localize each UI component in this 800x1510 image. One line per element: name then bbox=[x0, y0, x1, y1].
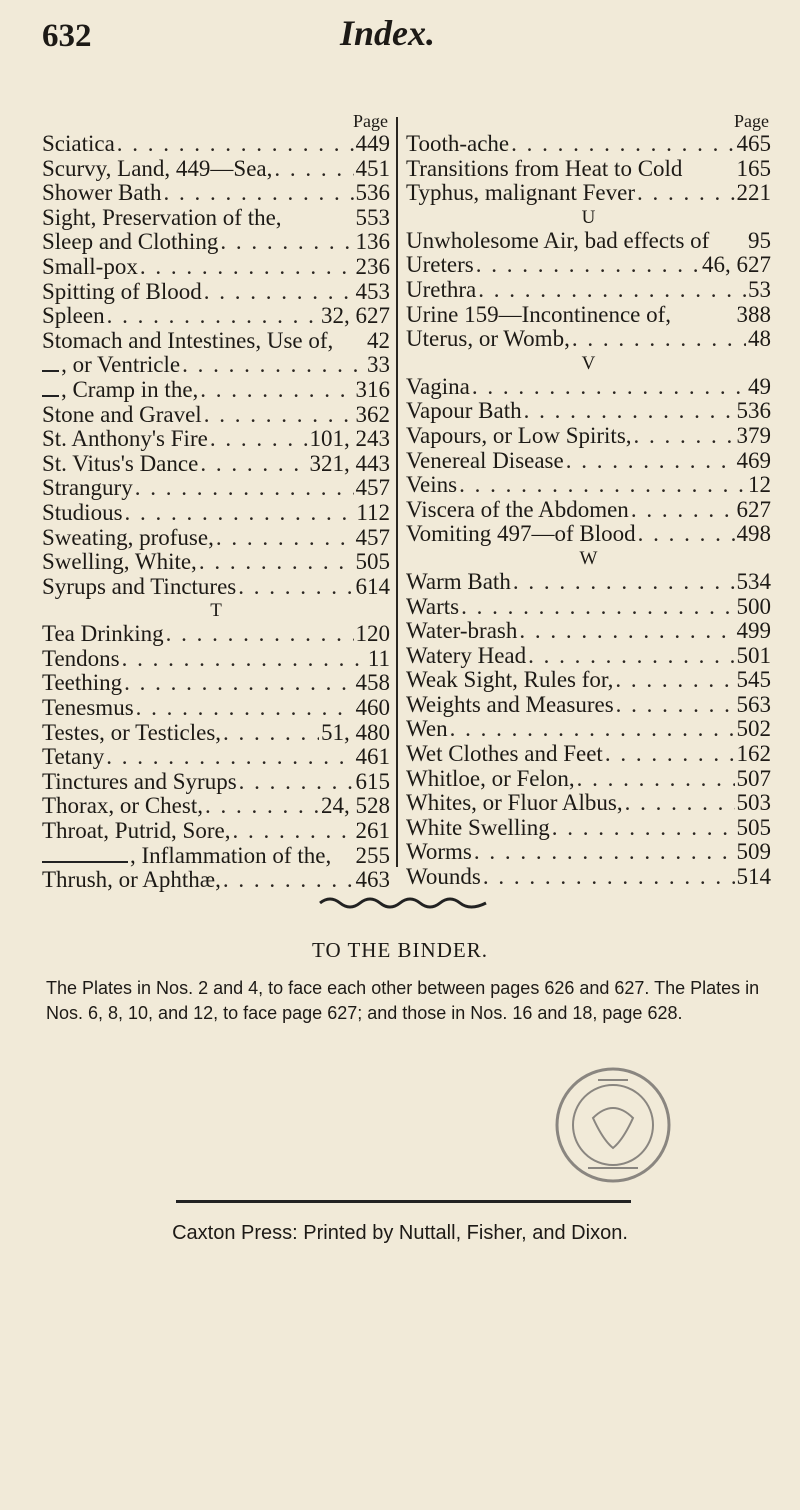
index-entry bbox=[42, 868, 390, 893]
index-entry bbox=[42, 721, 390, 746]
dot-leader bbox=[210, 427, 308, 452]
index-entry bbox=[42, 745, 390, 770]
index-entry bbox=[42, 230, 390, 255]
dot-leader bbox=[631, 498, 735, 523]
index-entries-left bbox=[42, 132, 390, 893]
index-term: Weights and Measures bbox=[406, 692, 614, 717]
index-entries-right bbox=[406, 132, 771, 890]
index-page-ref: 453 bbox=[355, 279, 390, 304]
index-entry bbox=[42, 647, 390, 672]
index-term: Sciatica bbox=[42, 132, 115, 156]
index-entry bbox=[42, 476, 390, 501]
index-entry bbox=[406, 132, 771, 157]
index-term: Wet Clothes and Feet bbox=[406, 742, 603, 767]
dot-leader bbox=[474, 840, 735, 865]
dot-leader bbox=[615, 668, 734, 693]
index-entry bbox=[42, 794, 390, 819]
index-term: Venereal Disease bbox=[406, 448, 564, 473]
dot-leader bbox=[124, 671, 353, 696]
index-entry bbox=[42, 501, 390, 526]
dot-leader bbox=[200, 378, 353, 403]
index-term: , or Ventricle bbox=[61, 353, 181, 378]
index-term: Swelling, White, bbox=[42, 550, 197, 575]
index-page-ref: 503 bbox=[736, 791, 771, 816]
page-column-label: Page bbox=[734, 111, 769, 131]
index-page-ref: 614 bbox=[355, 574, 390, 599]
index-term: Tinctures and Syrups bbox=[42, 769, 237, 794]
index-entry bbox=[42, 304, 390, 329]
index-page-ref: 509 bbox=[736, 840, 771, 865]
index-page-ref: 221 bbox=[736, 181, 771, 206]
dot-leader bbox=[117, 132, 354, 157]
index-page-ref: 12 bbox=[748, 473, 771, 498]
index-term: St. Vitus's Dance bbox=[42, 451, 199, 476]
dot-leader bbox=[204, 280, 354, 305]
index-entry bbox=[406, 498, 771, 523]
index-entry bbox=[406, 278, 771, 303]
index-page-ref: 449 bbox=[355, 132, 390, 156]
index-term: Thrush, or Aphthæ, bbox=[42, 868, 221, 893]
index-entry bbox=[42, 206, 390, 231]
section-letter: W bbox=[579, 547, 598, 569]
index-page-ref: 536 bbox=[736, 399, 771, 424]
index-term: Scurvy, Land, 449—Sea, bbox=[42, 156, 273, 181]
index-page-ref: 460 bbox=[355, 696, 390, 721]
index-term: Uterus, or Womb, bbox=[406, 327, 570, 352]
index-term: Stone and Gravel bbox=[42, 402, 202, 427]
index-entry bbox=[406, 570, 771, 595]
index-entry bbox=[42, 696, 390, 721]
index-column-right bbox=[396, 111, 771, 890]
dot-leader bbox=[199, 550, 354, 575]
index-entry bbox=[42, 622, 390, 647]
index-term: Warts bbox=[406, 594, 460, 619]
index-entry bbox=[406, 253, 771, 278]
dot-leader bbox=[472, 375, 746, 400]
index-page-ref: 53 bbox=[748, 277, 771, 302]
index-term: Warm Bath bbox=[406, 569, 511, 594]
index-entry bbox=[406, 767, 771, 792]
index-page-ref: 48 bbox=[748, 327, 771, 352]
dot-leader bbox=[204, 403, 354, 428]
index-entry bbox=[406, 473, 771, 498]
index-term: Syrups and Tinctures bbox=[42, 574, 237, 599]
dot-leader bbox=[513, 570, 735, 595]
index-page-ref: 458 bbox=[355, 671, 390, 696]
index-page-ref: 33 bbox=[367, 353, 390, 378]
index-term: White Swelling bbox=[406, 815, 550, 840]
dot-leader bbox=[140, 255, 354, 280]
index-term: Tenesmus bbox=[42, 696, 134, 721]
index-term: Sleep and Clothing bbox=[42, 230, 219, 255]
dot-leader bbox=[166, 622, 354, 647]
index-entry bbox=[406, 840, 771, 865]
ornament-divider bbox=[318, 895, 488, 911]
dot-leader bbox=[182, 353, 365, 378]
dot-leader bbox=[478, 278, 746, 303]
index-page-ref: 120 bbox=[355, 622, 390, 647]
dot-leader bbox=[106, 745, 353, 770]
index-entry bbox=[406, 181, 771, 206]
index-entry bbox=[42, 575, 390, 600]
index-page-ref: 463 bbox=[355, 868, 390, 893]
index-term: Wounds bbox=[406, 865, 481, 890]
dot-leader bbox=[239, 770, 354, 795]
index-page-ref: 316 bbox=[355, 377, 390, 402]
dot-leader bbox=[220, 230, 353, 255]
index-entry bbox=[406, 791, 771, 816]
ditto-rule bbox=[42, 370, 59, 372]
dot-leader bbox=[634, 424, 735, 449]
index-page-ref: 42 bbox=[367, 328, 390, 353]
index-entry bbox=[406, 595, 771, 620]
index-entry bbox=[406, 693, 771, 718]
index-term: Vapours, or Low Spirits, bbox=[406, 423, 632, 448]
index-entry bbox=[406, 644, 771, 669]
dot-leader bbox=[638, 522, 735, 547]
index-page-ref: 499 bbox=[736, 619, 771, 644]
index-entry bbox=[42, 452, 390, 477]
page-header bbox=[0, 8, 800, 68]
index-term: Unwholesome Air, bad effects of bbox=[406, 228, 710, 253]
index-page-ref: 255 bbox=[355, 843, 390, 868]
index-page-ref: 51, 480 bbox=[321, 720, 390, 745]
binder-heading: TO THE BINDER. bbox=[312, 938, 488, 962]
index-page-ref: 563 bbox=[736, 692, 771, 717]
dot-leader bbox=[511, 132, 734, 157]
index-page-ref: 545 bbox=[736, 668, 771, 693]
index-entry bbox=[406, 717, 771, 742]
index-term: Spitting of Blood bbox=[42, 279, 202, 304]
index-entry bbox=[42, 819, 390, 844]
index-page-ref: 451 bbox=[355, 156, 390, 181]
index-term: Whites, or Fluor Albus, bbox=[406, 791, 623, 816]
index-page-ref: 615 bbox=[355, 769, 390, 794]
index-entry bbox=[406, 303, 771, 328]
index-page-ref: 321, 443 bbox=[309, 451, 390, 476]
index-entry bbox=[42, 671, 390, 696]
index-term: Tea Drinking bbox=[42, 622, 164, 647]
index-page-ref: 498 bbox=[736, 522, 771, 547]
index-entry bbox=[42, 353, 390, 378]
index-page-ref: 95 bbox=[748, 228, 771, 253]
index-term: Ureters bbox=[406, 253, 474, 278]
dot-leader bbox=[519, 619, 734, 644]
page-column-label: Page bbox=[353, 111, 388, 131]
index-term: Worms bbox=[406, 840, 472, 865]
index-term: Thorax, or Chest, bbox=[42, 794, 203, 819]
running-title: Index. bbox=[340, 13, 436, 53]
index-term: Veins bbox=[406, 473, 458, 498]
index-term: Vomiting 497—of Blood bbox=[406, 522, 636, 547]
dot-leader bbox=[528, 644, 734, 669]
index-page-ref: 461 bbox=[355, 745, 390, 770]
index-term: Spleen bbox=[42, 304, 105, 329]
index-term: Shower Bath bbox=[42, 181, 162, 206]
index-entry bbox=[42, 329, 390, 354]
dot-leader bbox=[136, 696, 354, 721]
dot-leader bbox=[459, 473, 746, 498]
dot-leader bbox=[200, 452, 307, 477]
index-term: Water-brash bbox=[406, 619, 518, 644]
index-page-ref: 505 bbox=[355, 550, 390, 575]
index-term: St. Anthony's Fire bbox=[42, 427, 208, 452]
index-page-ref: 457 bbox=[355, 525, 390, 550]
dot-leader bbox=[450, 717, 735, 742]
printer-imprint: Caxton Press: Printed by Nuttall, Fisher, and Dixon. bbox=[172, 1222, 628, 1244]
index-page-ref: 514 bbox=[736, 865, 771, 890]
dot-leader bbox=[107, 304, 319, 329]
index-entry bbox=[42, 280, 390, 305]
index-entry bbox=[42, 770, 390, 795]
index-entry bbox=[42, 378, 390, 403]
index-entry bbox=[406, 157, 771, 182]
index-page-ref: 500 bbox=[736, 594, 771, 619]
index-term: Tendons bbox=[42, 646, 120, 671]
dot-leader bbox=[637, 181, 735, 206]
index-page-ref: 24, 528 bbox=[321, 794, 390, 819]
binder-note: The Plates in Nos. 2 and 4, to face each other between pages 626 and 627. The Plates in Nos. 6, 8, 10, and 12, to face page 627; and those in Nos. 16 and 18, page 628. bbox=[46, 978, 760, 1023]
dot-leader bbox=[163, 181, 353, 206]
index-entry bbox=[406, 816, 771, 841]
dot-leader bbox=[483, 865, 735, 890]
dot-leader bbox=[552, 816, 735, 841]
index-term: Small-pox bbox=[42, 254, 138, 279]
index-term: Stomach and Intestines, Use of, bbox=[42, 328, 334, 353]
index-page-ref: 165 bbox=[736, 156, 771, 181]
index-entry bbox=[406, 375, 771, 400]
index-page-ref: 11 bbox=[367, 646, 390, 671]
index-page-ref: 379 bbox=[736, 423, 771, 448]
index-term: Watery Head bbox=[406, 643, 527, 668]
index-term: Tetany bbox=[42, 745, 105, 770]
index-page-ref: 388 bbox=[736, 302, 771, 327]
index-term: Tooth-ache bbox=[406, 132, 510, 156]
index-term: Strangury bbox=[42, 476, 133, 501]
index-page-ref: 505 bbox=[736, 815, 771, 840]
index-entry bbox=[406, 668, 771, 693]
index-entry bbox=[42, 427, 390, 452]
index-page-ref: 261 bbox=[355, 819, 390, 844]
dot-leader bbox=[125, 501, 355, 526]
index-column-left bbox=[42, 110, 390, 893]
index-entry bbox=[42, 157, 390, 182]
dot-leader bbox=[135, 476, 354, 501]
dot-leader bbox=[205, 794, 319, 819]
section-letter: T bbox=[210, 600, 222, 622]
imprint-rule bbox=[176, 1200, 631, 1203]
ditto-rule bbox=[42, 861, 128, 863]
index-term: Vapour Bath bbox=[406, 399, 522, 424]
index-page-ref: 502 bbox=[736, 717, 771, 742]
index-page-ref: 469 bbox=[736, 448, 771, 473]
index-entry bbox=[406, 327, 771, 352]
index-entry bbox=[406, 399, 771, 424]
dot-leader bbox=[577, 767, 735, 792]
dot-leader bbox=[232, 819, 353, 844]
index-page-ref: 49 bbox=[748, 374, 771, 399]
dot-leader bbox=[223, 868, 354, 893]
dot-leader bbox=[524, 399, 735, 424]
index-page-ref: 627 bbox=[736, 497, 771, 522]
index-term: Urethra bbox=[406, 277, 477, 302]
index-entry bbox=[406, 229, 771, 254]
index-term: Sight, Preservation of the, bbox=[42, 205, 282, 230]
dot-leader bbox=[461, 595, 734, 620]
dot-leader bbox=[238, 575, 353, 600]
index-term: Throat, Putrid, Sore, bbox=[42, 819, 231, 844]
index-term: Whitloe, or Felon, bbox=[406, 766, 575, 791]
index-page-ref: 465 bbox=[736, 132, 771, 156]
index-term: , Cramp in the, bbox=[60, 377, 199, 402]
ditto-rule bbox=[42, 395, 59, 397]
index-page-ref: 536 bbox=[355, 181, 390, 206]
index-entry bbox=[42, 526, 390, 551]
dot-leader bbox=[605, 742, 735, 767]
dot-leader bbox=[274, 157, 353, 182]
index-term: Viscera of the Abdomen bbox=[406, 497, 629, 522]
index-term: Testes, or Testicles, bbox=[42, 720, 222, 745]
index-term: Sweating, profuse, bbox=[42, 525, 214, 550]
index-entry bbox=[42, 132, 390, 157]
index-page-ref: 457 bbox=[355, 476, 390, 501]
index-page-ref: 501 bbox=[736, 643, 771, 668]
index-entry bbox=[406, 865, 771, 890]
index-term: Typhus, malignant Fever bbox=[406, 181, 635, 206]
section-letter: V bbox=[581, 352, 596, 374]
index-page-ref: 236 bbox=[355, 254, 390, 279]
dot-leader bbox=[122, 647, 366, 672]
index-page-ref: 362 bbox=[355, 402, 390, 427]
dot-leader bbox=[566, 449, 735, 474]
page-number: 632 bbox=[42, 18, 92, 54]
index-entry bbox=[42, 403, 390, 428]
index-page-ref: 32, 627 bbox=[321, 304, 390, 329]
index-term: , Inflammation of the, bbox=[130, 843, 332, 868]
index-entry bbox=[42, 181, 390, 206]
section-letter: U bbox=[581, 206, 596, 228]
index-term: Wen bbox=[406, 717, 448, 742]
index-page-ref: 136 bbox=[355, 230, 390, 255]
index-page-ref: 553 bbox=[355, 205, 390, 230]
index-entry bbox=[42, 844, 390, 869]
dot-leader bbox=[625, 791, 735, 816]
dot-leader bbox=[223, 721, 319, 746]
dot-leader bbox=[476, 253, 700, 278]
index-page-ref: 101, 243 bbox=[309, 427, 390, 452]
index-term: Teething bbox=[42, 671, 123, 696]
index-entry bbox=[42, 550, 390, 575]
dot-leader bbox=[216, 526, 354, 551]
index-term: Transitions from Heat to Cold bbox=[406, 156, 683, 181]
index-page-ref: 162 bbox=[736, 742, 771, 767]
index-page-ref: 507 bbox=[736, 766, 771, 791]
library-stamp-icon bbox=[548, 1060, 678, 1190]
index-entry bbox=[406, 522, 771, 547]
index-term: Studious bbox=[42, 500, 123, 525]
index-entry bbox=[406, 742, 771, 767]
index-entry bbox=[406, 449, 771, 474]
dot-leader bbox=[616, 693, 735, 718]
index-term: Vagina bbox=[406, 374, 470, 399]
index-page-ref: 46, 627 bbox=[702, 253, 771, 278]
index-page-ref: 534 bbox=[736, 569, 771, 594]
index-term: Weak Sight, Rules for, bbox=[406, 668, 614, 693]
index-entry bbox=[406, 424, 771, 449]
index-entry bbox=[42, 255, 390, 280]
index-page-ref: 112 bbox=[356, 500, 390, 525]
dot-leader bbox=[572, 327, 746, 352]
index-term: Urine 159—Incontinence of, bbox=[406, 302, 672, 327]
index-entry bbox=[406, 619, 771, 644]
